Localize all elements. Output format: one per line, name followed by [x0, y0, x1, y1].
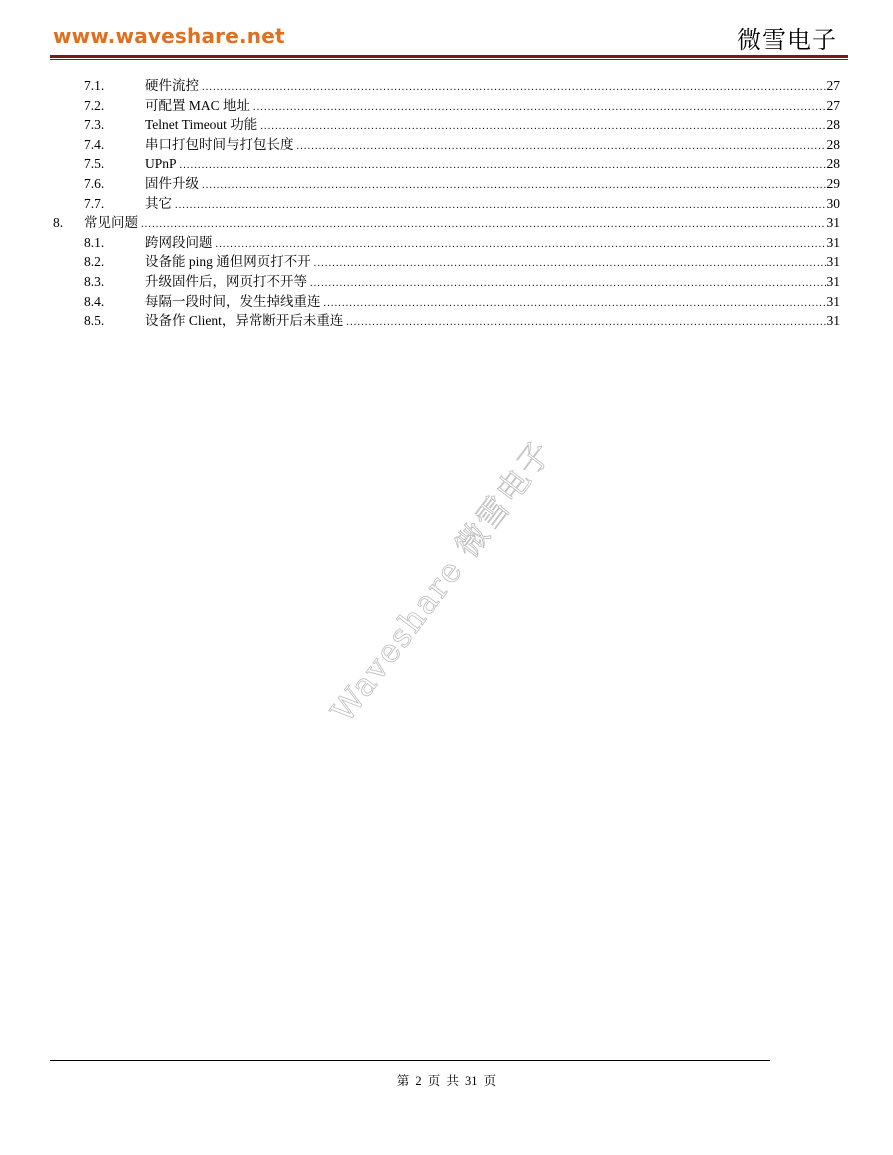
toc-entry-number: 7.6. [84, 175, 105, 191]
toc-entry-title[interactable]: 设备能 ping 通但网页打不开 [145, 254, 311, 270]
toc-entry-title[interactable]: 升级固件后，网页打不开等 [145, 273, 307, 289]
toc-entry-title[interactable]: 可配置 MAC 地址 [145, 97, 251, 113]
toc-entry[interactable] [0, 96, 893, 116]
toc-entry-page: 27 [826, 97, 840, 113]
toc-entry-title[interactable]: Telnet Timeout 功能 [145, 117, 258, 133]
toc-entry-number: 7.1. [84, 78, 105, 93]
toc-entry[interactable] [0, 76, 893, 96]
toc-entry-number: 8.5. [84, 313, 105, 329]
toc-entry-page: 28 [826, 156, 840, 172]
site-url-link[interactable]: www.waveshare.net [53, 24, 285, 48]
toc-entry-page: 28 [826, 136, 840, 152]
toc-entry-title[interactable]: 常见问题 [84, 215, 138, 231]
toc-entry-number: 7.5. [84, 156, 105, 172]
toc-entry-title[interactable]: 每隔一段时间，发生掉线重连 [145, 293, 321, 309]
toc-entry[interactable] [0, 292, 893, 312]
toc-entry[interactable] [0, 115, 893, 135]
toc-entry[interactable] [0, 135, 893, 155]
toc-entry-title[interactable]: 硬件流控 [145, 78, 199, 93]
toc-entry[interactable] [0, 174, 893, 194]
toc-entry-page: 31 [826, 293, 840, 309]
toc-entry-page: 31 [826, 273, 840, 289]
toc-entry[interactable] [0, 233, 893, 253]
toc-entry-page: 27 [826, 78, 840, 93]
table-of-contents [0, 76, 893, 331]
footer-divider [50, 1060, 770, 1061]
toc-entry-page: 31 [826, 215, 840, 231]
toc-entry[interactable] [0, 272, 893, 292]
toc-section-entry[interactable] [0, 213, 893, 233]
toc-entry-title[interactable]: 跨网段问题 [145, 234, 213, 250]
toc-entry[interactable] [0, 194, 893, 214]
toc-entry-page: 28 [826, 117, 840, 133]
toc-entry-title[interactable]: 串口打包时间与打包长度 [145, 136, 294, 152]
toc-entry-number: 8.3. [84, 273, 105, 289]
toc-entry-number: 7.7. [84, 195, 105, 211]
toc-entry-page: 29 [826, 175, 840, 191]
toc-entry[interactable] [0, 252, 893, 272]
toc-entry-number: 8.1. [84, 234, 105, 250]
toc-entry-number: 7.2. [84, 97, 105, 113]
header-divider-thick [50, 55, 848, 58]
toc-entry-title[interactable]: UPnP [145, 156, 177, 172]
toc-entry-title[interactable]: 固件升级 [145, 175, 199, 191]
toc-entry-number: 8. [53, 215, 64, 231]
page-number-footer: 第 2 页 共 31 页 [396, 1074, 497, 1088]
toc-dot-leader [346, 313, 825, 333]
watermark: Waveshare 微雪电子 [323, 432, 560, 730]
toc-entry-page: 30 [826, 195, 840, 211]
toc-entry-title[interactable]: 设备作 Client，异常断开后未重连 [145, 313, 344, 329]
toc-entry-number: 7.4. [84, 136, 105, 152]
toc-entry-title[interactable]: 其它 [145, 195, 172, 211]
toc-entry-number: 8.2. [84, 254, 105, 270]
toc-entry-page: 31 [826, 313, 840, 329]
brand-name: 微雪电子 [737, 26, 837, 54]
toc-entry[interactable] [0, 311, 893, 331]
toc-entry[interactable] [0, 154, 893, 174]
toc-entry-number: 7.3. [84, 117, 105, 133]
toc-entry-page: 31 [826, 234, 840, 250]
header-divider-thin [50, 59, 848, 60]
toc-entry-page: 31 [826, 254, 840, 270]
toc-entry-number: 8.4. [84, 293, 105, 309]
